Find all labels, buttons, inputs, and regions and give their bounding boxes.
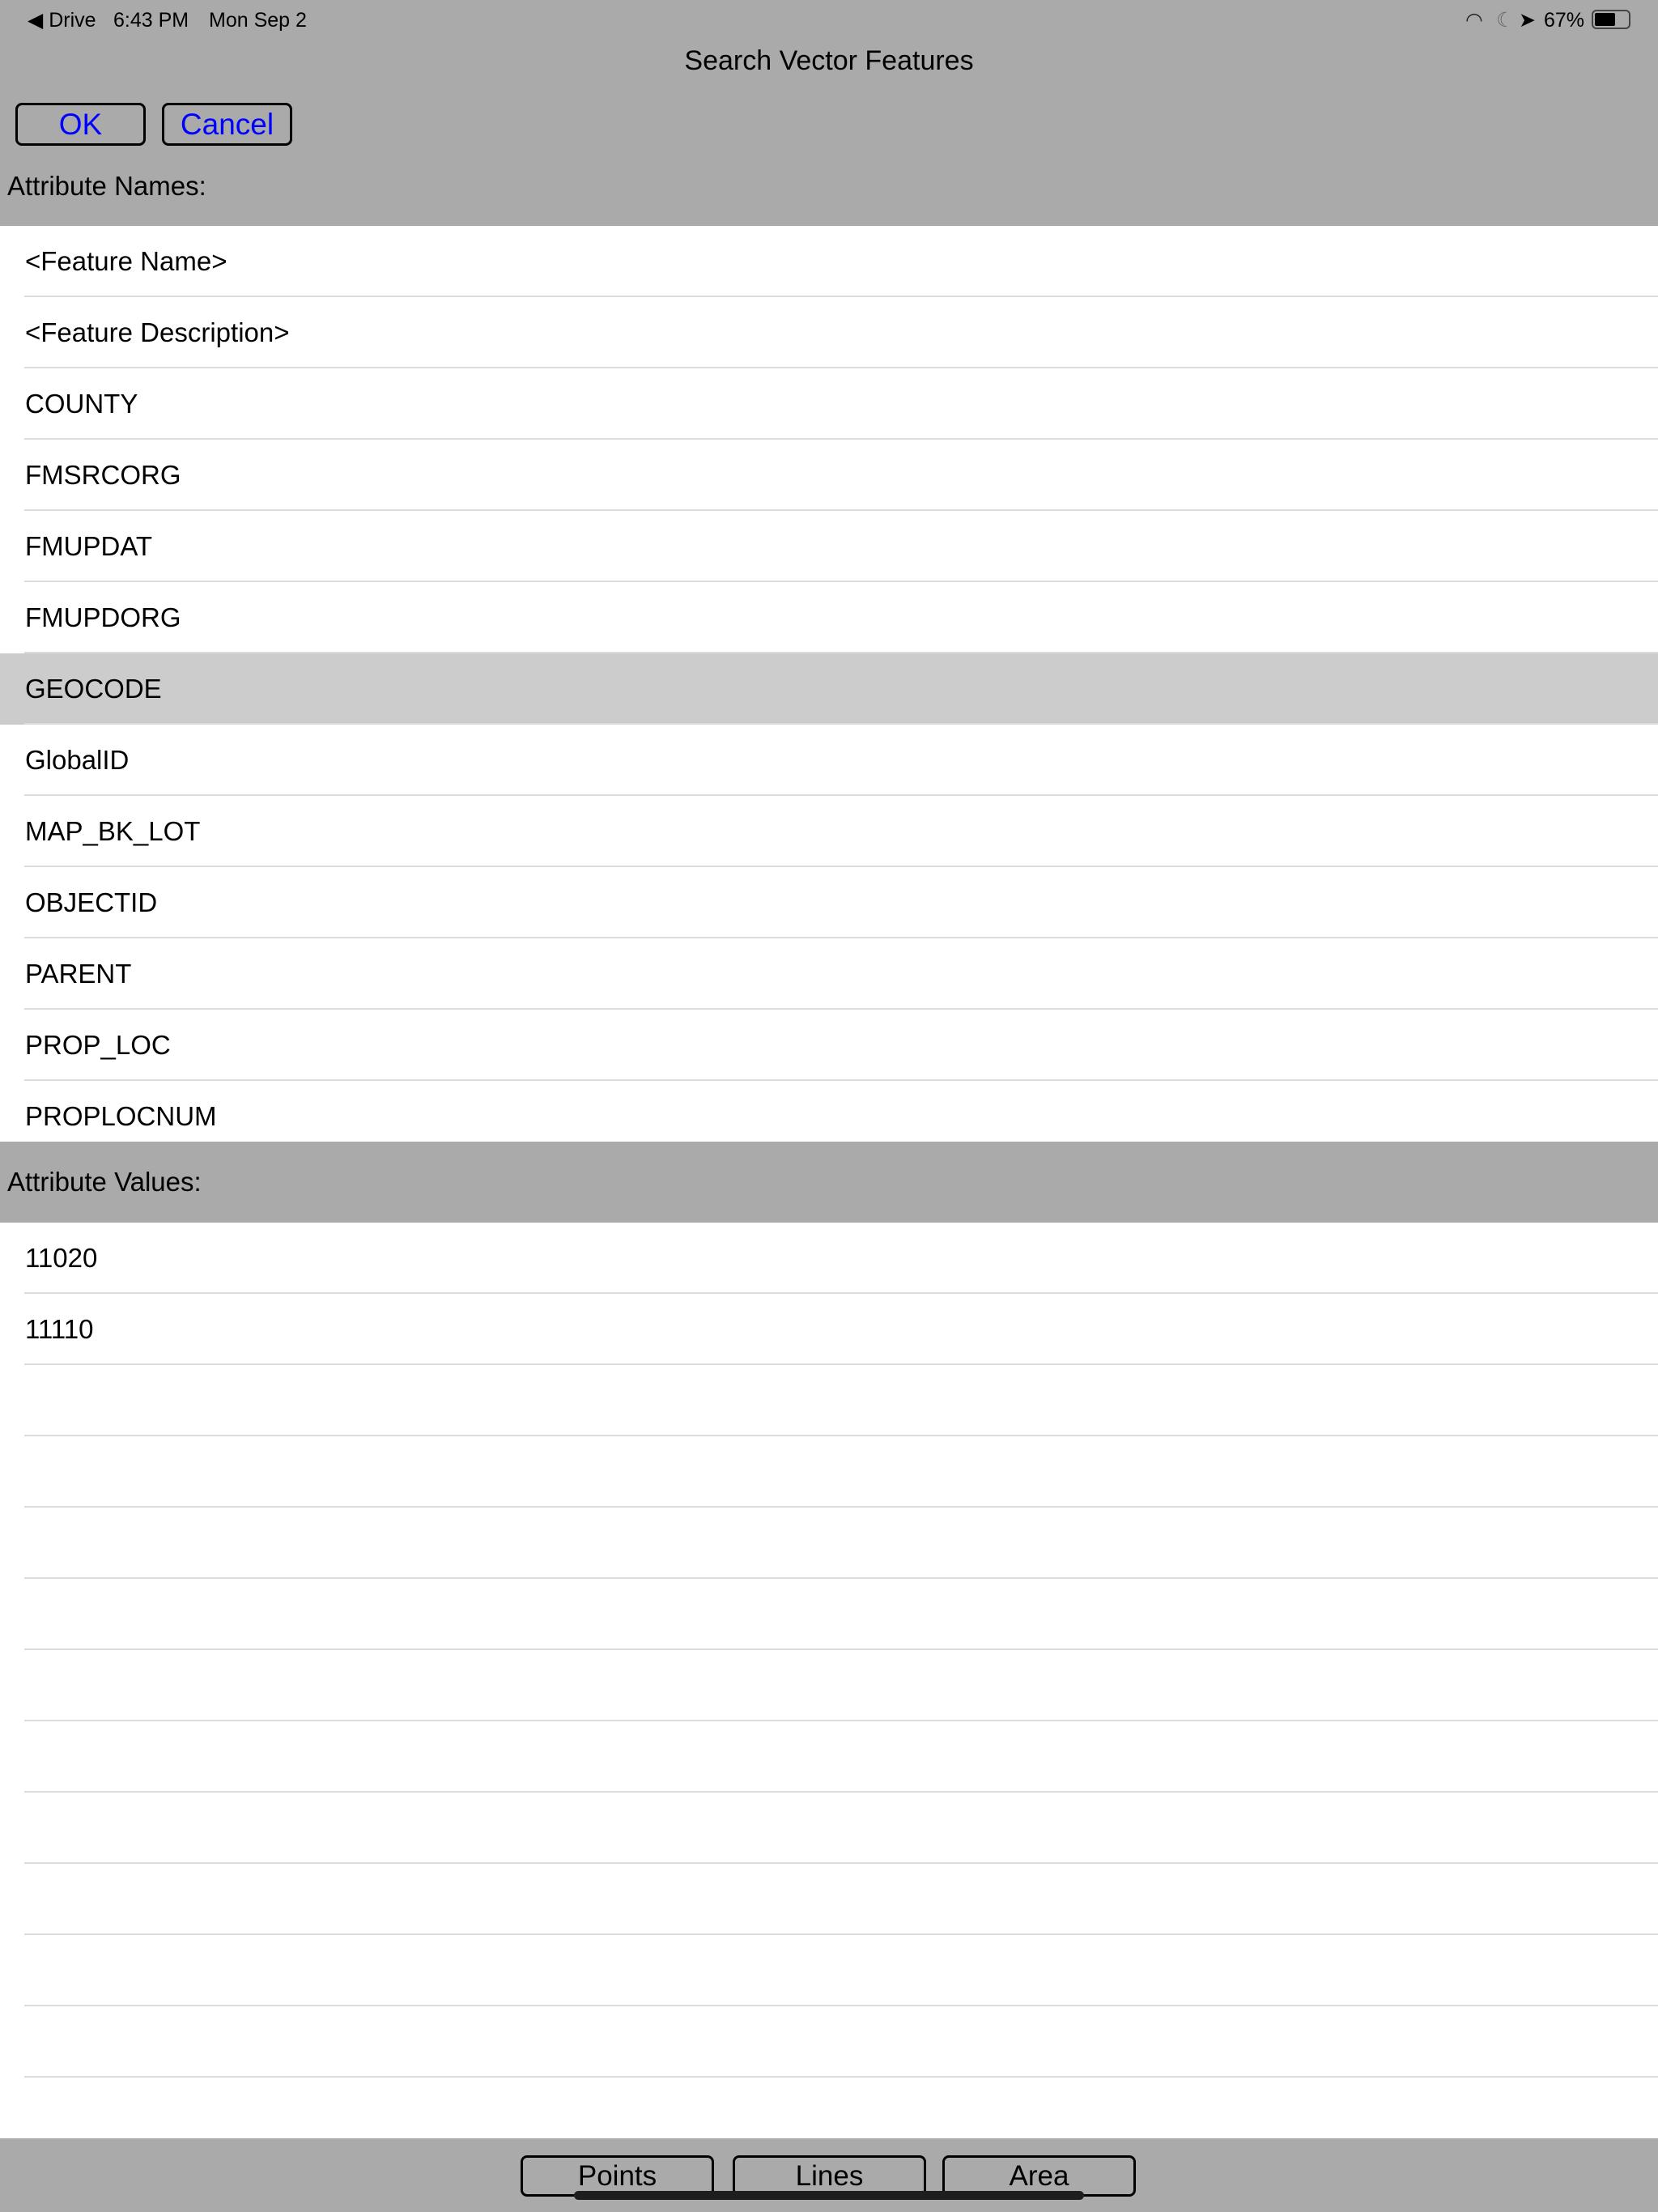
list-item[interactable] [0,1935,1658,2006]
battery-icon [1592,10,1630,29]
attribute-names-list[interactable] [0,226,1658,1142]
bottom-toolbar [0,2138,1658,2212]
attribute-values-label: Attribute Values: [7,1167,202,1197]
list-item[interactable] [0,1579,1658,1650]
cancel-button[interactable]: Cancel [162,103,292,146]
list-item[interactable] [0,1721,1658,1793]
back-to-app-link[interactable] [28,8,96,32]
list-item[interactable]: GlobalID [0,725,1658,796]
list-item[interactable]: COUNTY [0,368,1658,440]
attribute-values-header [0,1142,1658,1223]
list-item[interactable]: PROP_LOC [0,1010,1658,1081]
points-button[interactable]: Points [521,2155,714,2197]
wifi-icon: ◠ [1465,9,1483,32]
battery-percent: 67% [1544,9,1585,32]
back-arrow-icon: ◀ [28,9,44,32]
list-item[interactable]: FMUPDAT [0,511,1658,582]
page-title: Search Vector Features [684,45,974,76]
list-item[interactable]: FMUPDORG [0,582,1658,653]
attribute-names-label: Attribute Names: [7,171,206,201]
list-item[interactable]: MAP_BK_LOT [0,796,1658,867]
list-item[interactable]: <Feature Description> [0,297,1658,368]
home-indicator[interactable] [574,2191,1084,2200]
area-button[interactable]: Area [942,2155,1136,2197]
header-bar [0,0,1658,226]
list-item[interactable]: GEOCODE [0,653,1658,725]
list-item[interactable]: 11110 [0,1294,1658,1365]
attribute-values-list[interactable] [0,1223,1658,2138]
list-item[interactable] [0,1508,1658,1579]
list-item[interactable] [0,1650,1658,1721]
list-item[interactable]: 11020 [0,1223,1658,1294]
list-item[interactable]: PARENT [0,938,1658,1010]
location-arrow-icon: ➤ [1519,9,1536,32]
list-item[interactable] [0,1864,1658,1935]
list-item[interactable] [0,1365,1658,1436]
moon-icon: ☾ [1496,9,1515,32]
status-time: 6:43 PM [113,9,189,32]
ok-button[interactable]: OK [15,103,146,146]
status-date: Mon Sep 2 [209,9,307,32]
list-item[interactable] [0,2006,1658,2078]
lines-button[interactable]: Lines [733,2155,926,2197]
list-item[interactable]: FMSRCORG [0,440,1658,511]
list-item[interactable]: <Feature Name> [0,226,1658,297]
back-app-label: Drive [49,9,96,32]
list-item[interactable] [0,1436,1658,1508]
list-item[interactable]: PROPLOCNUM [0,1081,1658,1142]
list-item[interactable]: OBJECTID [0,867,1658,938]
list-item[interactable] [0,1793,1658,1864]
